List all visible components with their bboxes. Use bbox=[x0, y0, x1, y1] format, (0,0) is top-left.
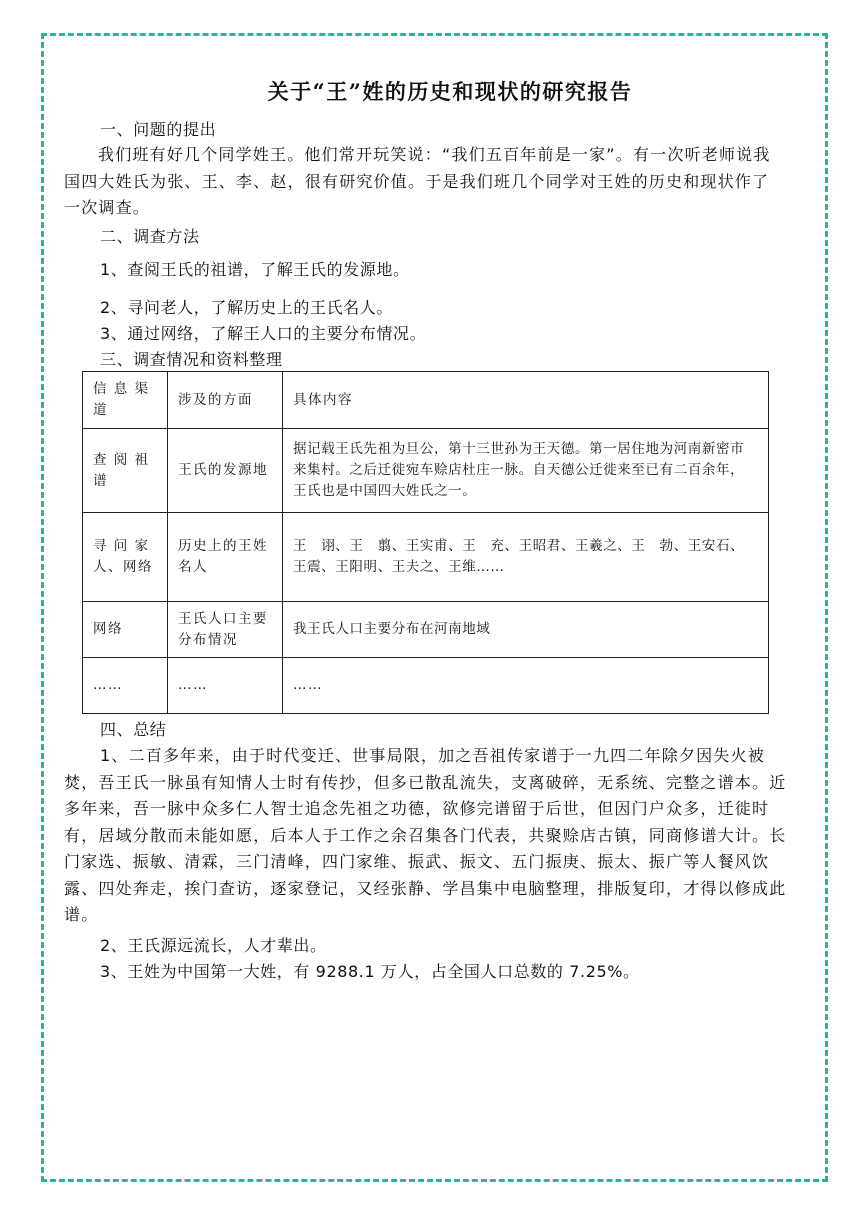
table-cell: …… bbox=[83, 658, 168, 714]
table-header-row bbox=[83, 372, 769, 429]
table-cell: …… bbox=[168, 658, 283, 714]
summary-item-1: 1、二百多年来，由于时代变迁、世事局限，加之吾祖传家谱于一九四二年除夕因失火被焚，吾王氏一脉虽有知情人士时有传抄，但多已散乱流失，支离破碎，无系统、完整之谱本。近多年来，吾一脉中众多仁人智士追念先祖之功德，欲修完谱留于后世，但因门户众多，迁徙时有，居域分散而未能如愿，后本人于工作之余召集各门代表，共聚赊店古镇，同商修谱大计。长门家选、振敏、清霖，三门清峰，四门家维、振武、振文、五门振庚、振太、振广等人餐风饮露、四处奔走，挨门查访，逐家登记，又经张静、学昌集中电脑整理，排版复印，才得以修成此谱。 bbox=[64, 746, 787, 924]
table-row bbox=[83, 513, 769, 602]
table-cell: 历史上的王姓名人 bbox=[168, 513, 283, 602]
table-header-cell: 涉及的方面 bbox=[168, 372, 283, 429]
table-cell: 王 诩、王 翦、王实甫、王 充、王昭君、王羲之、王 勃、王安石、王震、王阳明、王夫之、王维…… bbox=[283, 513, 769, 602]
summary-item-3: 3、王姓为中国第一大姓，有 9288.1 万人，占全国人口总数的 7.25%。 bbox=[100, 962, 640, 981]
table-row bbox=[83, 658, 769, 714]
table-header-cell: 信 息 渠 道 bbox=[83, 372, 168, 429]
section-3-heading: 三、调查情况和资料整理 bbox=[100, 350, 283, 369]
method-item-3: 3、通过网络，了解王人口的主要分布情况。 bbox=[100, 324, 427, 343]
section-4-heading: 四、总结 bbox=[100, 720, 167, 739]
table-row bbox=[83, 429, 769, 513]
table-header-cell: 具体内容 bbox=[283, 372, 769, 429]
table-cell: 寻 问 家 人、网络 bbox=[83, 513, 168, 602]
table-cell: 据记载王氏先祖为旦公，第十三世孙为王天德。第一居住地为河南新密市来集村。之后迁徙宛车赊店杜庄一脉。自天德公迁徙来至已有二百余年，王氏也是中国四大姓氏之一。 bbox=[283, 429, 769, 513]
table-cell: 网络 bbox=[83, 602, 168, 658]
report-title: 关于“王”姓的历史和现状的研究报告 bbox=[267, 79, 633, 104]
summary-item-2: 2、王氏源远流长，人才辈出。 bbox=[100, 936, 327, 955]
table-cell: 我王氏人口主要分布在河南地域 bbox=[283, 602, 769, 658]
section-2-heading: 二、调查方法 bbox=[100, 227, 200, 246]
table-cell: 王氏人口主要分布情况 bbox=[168, 602, 283, 658]
method-item-1: 1、查阅王氏的祖谱，了解王氏的发源地。 bbox=[100, 260, 410, 279]
section-1-body: 我们班有好几个同学姓王。他们常开玩笑说：“我们五百年前是一家”。有一次听老师说我国四大姓氏为张、王、李、赵，很有研究价值。于是我们班几个同学对王姓的历史和现状作了一次调查。 bbox=[64, 145, 771, 217]
table-cell: 查 阅 祖 谱 bbox=[83, 429, 168, 513]
table-cell: 王氏的发源地 bbox=[168, 429, 283, 513]
table-cell: …… bbox=[283, 658, 769, 714]
survey-table bbox=[82, 371, 769, 714]
table-row bbox=[83, 602, 769, 658]
method-item-2: 2、寻问老人，了解历史上的王氏名人。 bbox=[100, 298, 393, 317]
section-1-heading: 一、问题的提出 bbox=[100, 120, 217, 139]
